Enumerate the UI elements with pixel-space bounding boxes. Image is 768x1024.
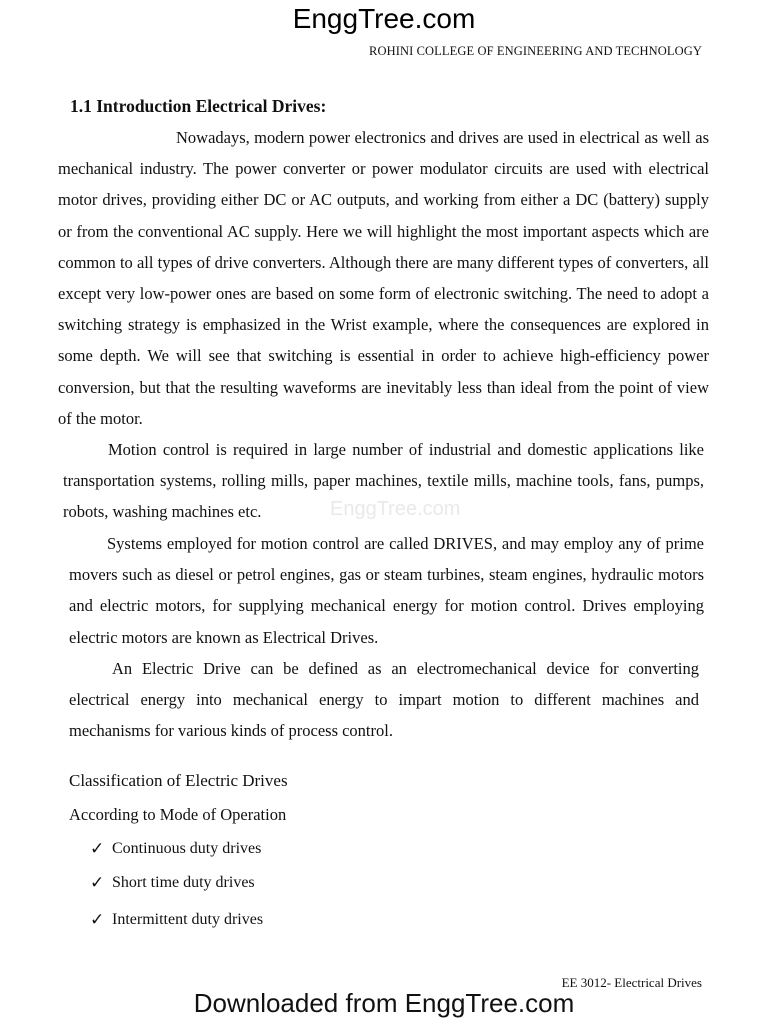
- list-item-label: Intermittent duty drives: [112, 911, 264, 928]
- footer-course: EE 3012- Electrical Drives: [561, 975, 702, 990]
- list-item-label: Continuous duty drives: [112, 840, 262, 857]
- section-heading: 1.1 Introduction Electrical Drives:: [70, 96, 327, 116]
- paragraph-motion-control: Motion control is required in large number of industrial and domestic applications like transportation systems, rolling mills, paper machines, textile mills, machine tools, fans, pumps, robots, washing machines etc.: [63, 440, 704, 522]
- site-title: EnggTree.com: [292, 3, 476, 34]
- list-item: [90, 832, 263, 866]
- paragraph-intro: Nowadays, modern power electronics and drives are used in electrical as well as mechanical industry. The power converter or power modulator circuits are used with electrical motor drives, providing either DC or AC outputs, and working from either a DC (battery) supply or from the conventional AC supply. Here we will highlight the most important aspects which are common to all types of drive converters. Although there are many different types of converters, all except very low-power ones are based on some form of electronic switching. The need to adopt a switching strategy is emphasized in the Wrist example, where the consequences are explored in some depth. We will see that switching is essential in order to achieve high-efficiency power conversion, but that the resulting waveforms are inevitably less than ideal from the point of view of the motor.: [58, 128, 709, 428]
- check-icon: ✓: [90, 910, 105, 930]
- duty-list: [90, 832, 263, 937]
- list-item: [90, 903, 263, 937]
- list-item: [90, 866, 263, 900]
- classification-title: Classification of Electric Drives: [69, 771, 288, 790]
- classification-subtitle: According to Mode of Operation: [69, 805, 287, 824]
- list-item-label: Short time duty drives: [112, 874, 255, 891]
- college-name: ROHINI COLLEGE OF ENGINEERING AND TECHNOLOGY: [369, 44, 702, 58]
- check-icon: ✓: [90, 839, 105, 859]
- paragraph-drives-definition: Systems employed for motion control are called DRIVES, and may employ any of prime movers such as diesel or petrol engines, gas or steam turbines, steam engines, hydraulic motors and electric motors, for supplying mechanical energy for motion control. Drives employing electric motors are known as Electrical Drives.: [69, 534, 704, 647]
- check-icon: ✓: [90, 873, 105, 893]
- paragraph-electric-drive: An Electric Drive can be defined as an electromechanical device for converting electrical energy into mechanical energy to impart motion to different machines and mechanisms for various kinds of process control.: [69, 659, 699, 741]
- footer-download-link[interactable]: Downloaded from EnggTree.com: [193, 988, 575, 1018]
- watermark: EnggTree.com: [330, 498, 461, 520]
